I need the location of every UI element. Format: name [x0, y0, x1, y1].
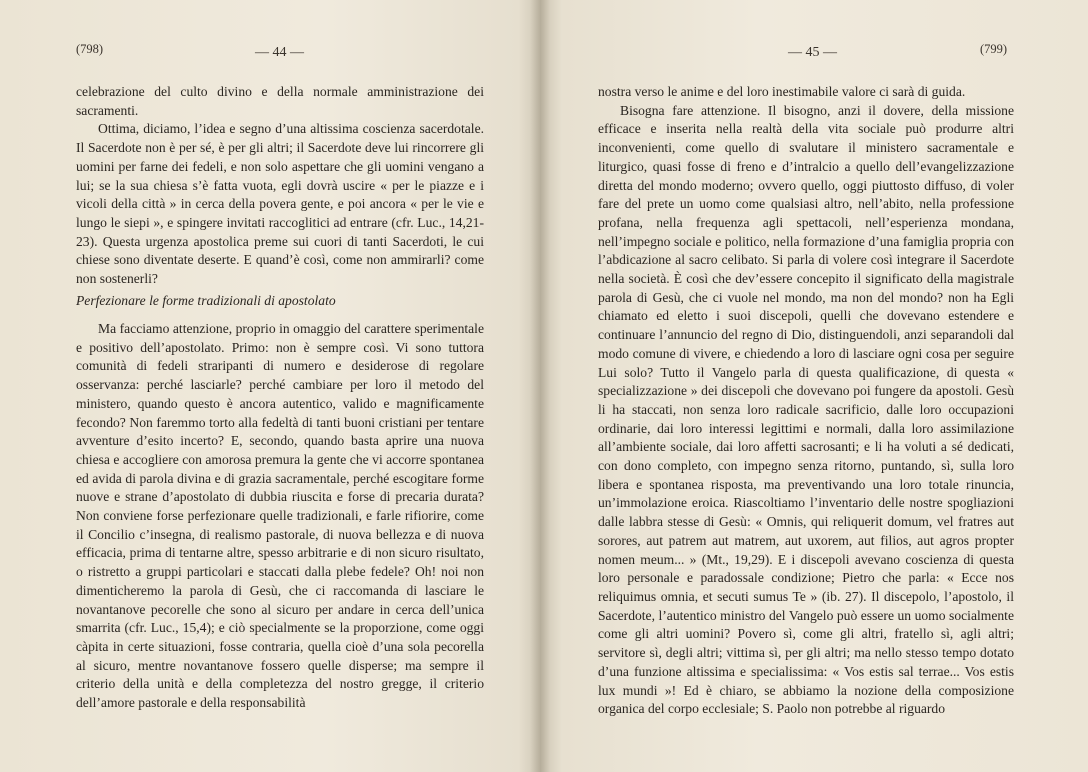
left-paragraph-3: Ma facciamo attenzione, proprio in omaggio del carattere sperimentale e positivo dell’apostolato. Primo: non è sempre così. Vi sono tuttora comunità di fedeli straripanti di numero e desiderose di regolare osservanza: perché lasciarle? perché cambiare per loro il metodo del ministero, quando questo è ancora autentico, valido e magnificamente fecondo? Non faremmo torto alla fedeltà di tanti buoni cristiani per tentare avventure d’esito incerto? E, secondo, quando basta aprire una nuova chiesa e accogliere con amorosa premura la gente che vi accorre spontanea ed avida di parola divina e di grazia sacramentale, perché escogitare forme nuove e strane d’apostolato di dubbia riuscita e forse di precaria durata? Non conviene forse perfezionare quelle tradizionali, e farle rifiorire, come il Concilio c’insegna, di realismo pastorale, di nuova bellezza e di nuova efficacia, prima di tentarne altre, spesso arbitrarie e di non sicuro risultato, o ristretto a gruppi particolari e staccati dalla plebe fedele? Oh! noi non dimenticheremo la parola di Gesù, che ci raccomanda di lasciare le novantanove pecorelle che sono al sicuro per andare in cerca dell’unica smarrita (cfr. Luc., 15,4); e ciò specialmente se la proporzione, come oggi càpita in certe situazioni, fosse contraria, quella cioè d’una sola pecorella al sicuro, mentre novantanove fossero quelle disperse; ma sempre il criterio della unità e della completezza del nostro gregge, il criterio dell’amore pastorale e della responsabilità: [76, 321, 484, 711]
left-paragraph-2: Ottima, diciamo, l’idea e segno d’una altissima coscienza sacerdotale. Il Sacerdote non è per sé, è per gli altri; il Sacerdote deve lui rincorrere gli uomini per farne dei fedeli, e non solo aspettare che gli uomini vengano a lui; se la sua chiesa s’è fatta vuota, egli dovrà uscire « per le piazze e i vicoli della città » in cerca della povera gente, e poi ancora « per le vie e lungo le siepi », e spingere invitati raccoglitici ad entrare (cfr. Luc., 14,21-23). Questa urgenza apostolica preme sui cuori di tanti Sacerdoti, le cui chiese sono diventate deserte. E quand’è così, come non ammirarli? come non sostenerli?: [76, 121, 484, 287]
section-heading: Perfezionare le forme tradizionali di apostolato: [76, 293, 336, 308]
right-page: [540, 0, 1088, 772]
right-folio: (799): [980, 42, 1008, 56]
left-folio: (798): [76, 42, 104, 56]
left-paragraph-1: celebrazione del culto divino e della normale amministrazione dei sacramenti.: [76, 84, 484, 118]
gutter-shadow: [530, 0, 550, 772]
left-text-bottom: [76, 320, 484, 713]
right-paragraph-1: nostra verso le anime e del loro inestimabile valore ci sarà di guida.: [598, 84, 966, 99]
left-page-number: — 44 —: [255, 45, 304, 60]
right-paragraph-2: Bisogna fare attenzione. Il bisogno, anzi il dovere, della missione efficace e inserita nella realtà della vita sociale può produrre altri inconvenienti, come quello di svalutare il ministero sacramentale e liturgico, quasi fosse di freno e d’intralcio a quello dell’evangelizzazione diretta del mondo moderno; ovvero quello, oggi piuttosto diffuso, di voler fare del prete un uomo come qualsiasi altro, nell’abito, nella professione profana, nella frequenza agli spettacoli, nell’esperienza mondana, nell’impegno sociale e politico, nella formazione d’una famiglia propria con l’abdicazione al sacro celibato. Si parla di volere così integrare il Sacerdote nella società. È così che dev’essere concepito il significato della magistrale parola di Gesù, che ci vuole nel mondo, ma non del mondo? non ha Egli chiamato ed eletto i suoi discepoli, quelli che dovevano estendere e continuare l’annuncio del regno di Dio, distinguendoli, anzi separandoli dal modo comune di vivere, e chiedendo a loro di lasciare ogni cosa per seguire Lui solo? Tutto il Vangelo parla di questa qualificazione, di questa « specializzazione » dei discepoli che dovevano poi fungere da apostoli. Gesù li ha staccati, non senza loro radicale sacrificio, dalle loro occupazioni ordinarie, dai loro interessi legittimi e normali, dalla loro assimilazione all’ambiente sociale, dai loro affetti sacrosanti; e li ha voluti a sé dedicati, con dono completo, con impegno senza ritorno, puntando, sì, sulla loro libera e spontanea risposta, ma preventivando una loro totale rinuncia, un’immolazione eroica. Riascoltiamo l’inventario delle nostre spogliazioni dalle labbra stesse di Gesù: « Omnis, qui reliquerit domum, vel fratres aut sorores, aut patrem aut matrem, aut uxorem, aut filios, aut agros propter nomen meum... » (Mt., 19,29). E i discepoli avevano coscienza di questa loro personale e paradossale condizione; Pietro che parla: « Ecce nos reliquimus omnia, et secuti sumus Te » (ib. 27). Il discepolo, l’apostolo, il Sacerdote, l’autentico ministro del Vangelo può essere un uomo socialmente come gli altri uomini? Povero sì, come gli altri, fratello sì, agli altri; servitore sì, degli altri; vittima sì, per gli altri; ma nello stesso tempo dotato d’una funzione altissima e specialissima: « Vos estis sal terrae... Vos estis lux mundi »! Ed è chiaro, se abbiamo la nozione della composizione organica del corpo ecclesiale; S. Paolo non potrebbe al riguardo: [598, 102, 1014, 717]
right-text: [598, 83, 1014, 719]
left-text-top: [76, 83, 484, 289]
right-page-number: — 45 —: [788, 45, 837, 60]
left-page: [0, 0, 540, 772]
